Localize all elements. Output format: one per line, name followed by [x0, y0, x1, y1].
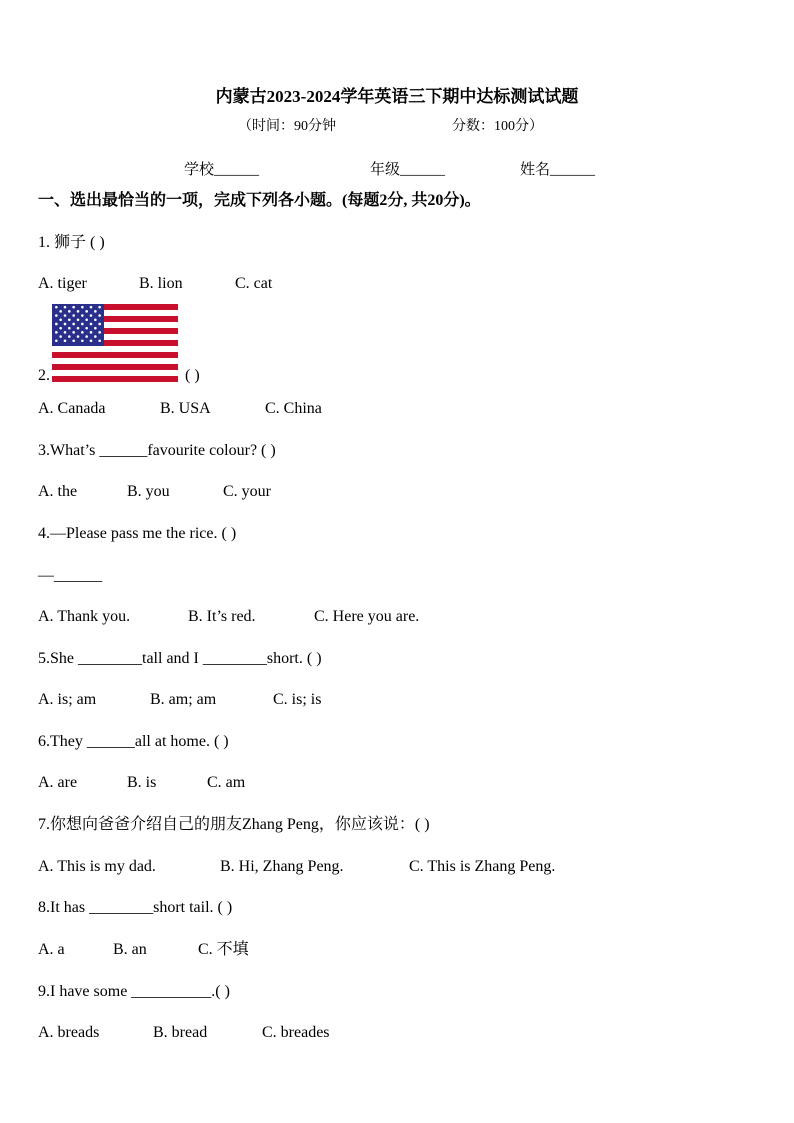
- flag-star: [90, 314, 93, 317]
- options-9: [38, 1023, 330, 1043]
- flag-star: [94, 335, 97, 338]
- options-3: [38, 482, 271, 502]
- flag-star: [68, 318, 71, 321]
- question-4-answer-line: —______: [38, 567, 102, 584]
- option-a: A. a: [38, 941, 65, 958]
- flag-star: [90, 323, 93, 326]
- option-a: A. This is my dad.: [38, 858, 156, 875]
- flag-star: [85, 335, 88, 338]
- option-b: B. an: [113, 941, 147, 958]
- flag-star: [77, 327, 80, 330]
- section-title: 一、选出最恰当的一项，完成下列各小题。(每题2分, 共20分)。: [38, 192, 481, 209]
- option-a: A. is; am: [38, 691, 97, 708]
- flag-star: [77, 310, 80, 313]
- question-6: 6.They ______all at home. ( ): [38, 733, 229, 750]
- flag-star: [94, 327, 97, 330]
- question-4: 4.—Please pass me the rice. ( ): [38, 525, 237, 542]
- option-b: B. bread: [153, 1024, 208, 1041]
- flag-stripe: [52, 364, 178, 370]
- option-c: C. is; is: [273, 691, 322, 708]
- flag-star: [98, 323, 101, 326]
- flag-stripe: [52, 346, 178, 352]
- option-c: C. breades: [262, 1024, 330, 1041]
- flag-star: [81, 306, 84, 309]
- flag-star: [64, 314, 67, 317]
- flag-star: [94, 318, 97, 321]
- flag-star: [55, 306, 58, 309]
- exam-title: 内蒙古2023-2024学年英语三下期中达标测试试题: [215, 87, 579, 106]
- question-5: 5.She ________tall and I ________short. ( ): [38, 650, 322, 667]
- option-c: C. Here you are.: [314, 608, 420, 625]
- flag-star: [64, 323, 67, 326]
- flag-star: [98, 314, 101, 317]
- flag-star: [90, 306, 93, 309]
- flag-star: [55, 331, 58, 334]
- option-c: C. cat: [235, 275, 273, 292]
- question-8: 8.It has ________short tail. ( ): [38, 899, 233, 916]
- option-a: A. breads: [38, 1024, 100, 1041]
- option-b: B. Hi, Zhang Peng.: [220, 858, 344, 875]
- option-c: C. am: [207, 774, 246, 791]
- flag-star: [55, 314, 58, 317]
- question-2-bracket: ( ): [185, 367, 200, 384]
- flag-star: [77, 335, 80, 338]
- option-a: A. the: [38, 483, 78, 500]
- flag-stripe: [52, 370, 178, 376]
- option-b: B. you: [127, 483, 170, 500]
- option-b: B. USA: [160, 400, 211, 417]
- option-a: A. Thank you.: [38, 608, 131, 625]
- question-3: 3.What’s ______favourite colour? ( ): [38, 442, 276, 459]
- option-b: B. lion: [139, 275, 183, 292]
- flag-star: [59, 310, 62, 313]
- flag-star: [90, 339, 93, 342]
- question-9: 9.I have some __________.( ): [38, 983, 230, 1000]
- flag-star: [68, 327, 71, 330]
- school-field: 学校______: [184, 162, 260, 178]
- grade-field: 年级______: [370, 162, 446, 178]
- flag-star: [81, 339, 84, 342]
- flag-star: [72, 331, 75, 334]
- option-b: B. am; am: [150, 691, 217, 708]
- flag-star: [94, 310, 97, 313]
- flag-star: [72, 339, 75, 342]
- flag-star: [72, 314, 75, 317]
- flag-star: [77, 318, 80, 321]
- question-1: 1. 狮子 ( ): [38, 234, 105, 251]
- flag-star: [85, 318, 88, 321]
- flag-star: [85, 327, 88, 330]
- flag-star: [68, 310, 71, 313]
- option-b: B. It’s red.: [188, 608, 256, 625]
- flag-stripe: [52, 358, 178, 364]
- flag-star: [81, 314, 84, 317]
- flag-star: [59, 327, 62, 330]
- exam-time: （时间：90分钟: [238, 119, 336, 134]
- flag-star: [72, 323, 75, 326]
- flag-star: [55, 339, 58, 342]
- options-2: [38, 399, 322, 419]
- flag-star: [81, 331, 84, 334]
- flag-star: [98, 331, 101, 334]
- option-c: C. This is Zhang Peng.: [409, 858, 556, 875]
- flag-star: [64, 306, 67, 309]
- option-a: A. are: [38, 774, 78, 791]
- name-field: 姓名______: [520, 162, 596, 178]
- flag-star: [64, 331, 67, 334]
- options-6: [38, 773, 245, 793]
- question-2: 2.: [38, 367, 50, 384]
- option-a: A. tiger: [38, 275, 87, 292]
- flag-star: [72, 306, 75, 309]
- flag-star: [81, 323, 84, 326]
- option-c: C. China: [265, 400, 322, 417]
- flag-star: [64, 339, 67, 342]
- flag-star: [85, 310, 88, 313]
- option-b: B. is: [127, 774, 157, 791]
- flag-stripe: [52, 352, 178, 358]
- flag-star: [68, 335, 71, 338]
- option-c: C. your: [223, 483, 271, 500]
- flag-star: [90, 331, 93, 334]
- flag-star: [59, 318, 62, 321]
- exam-score: 分数：100分）: [452, 119, 543, 134]
- options-1: [38, 274, 272, 294]
- flag-star: [55, 323, 58, 326]
- options-4: [38, 607, 419, 627]
- option-a: A. Canada: [38, 400, 106, 417]
- flag-stripe: [52, 376, 178, 382]
- flag-star: [98, 306, 101, 309]
- option-c: C. 不填: [198, 941, 249, 958]
- options-7: [38, 857, 555, 877]
- flag-star: [98, 339, 101, 342]
- question-7: 7.你想向爸爸介绍自己的朋友Zhang Peng，你应该说：( ): [38, 816, 430, 833]
- options-5: [38, 690, 321, 710]
- usa-flag-image: [52, 304, 178, 382]
- options-8: [38, 940, 249, 960]
- flag-star: [59, 335, 62, 338]
